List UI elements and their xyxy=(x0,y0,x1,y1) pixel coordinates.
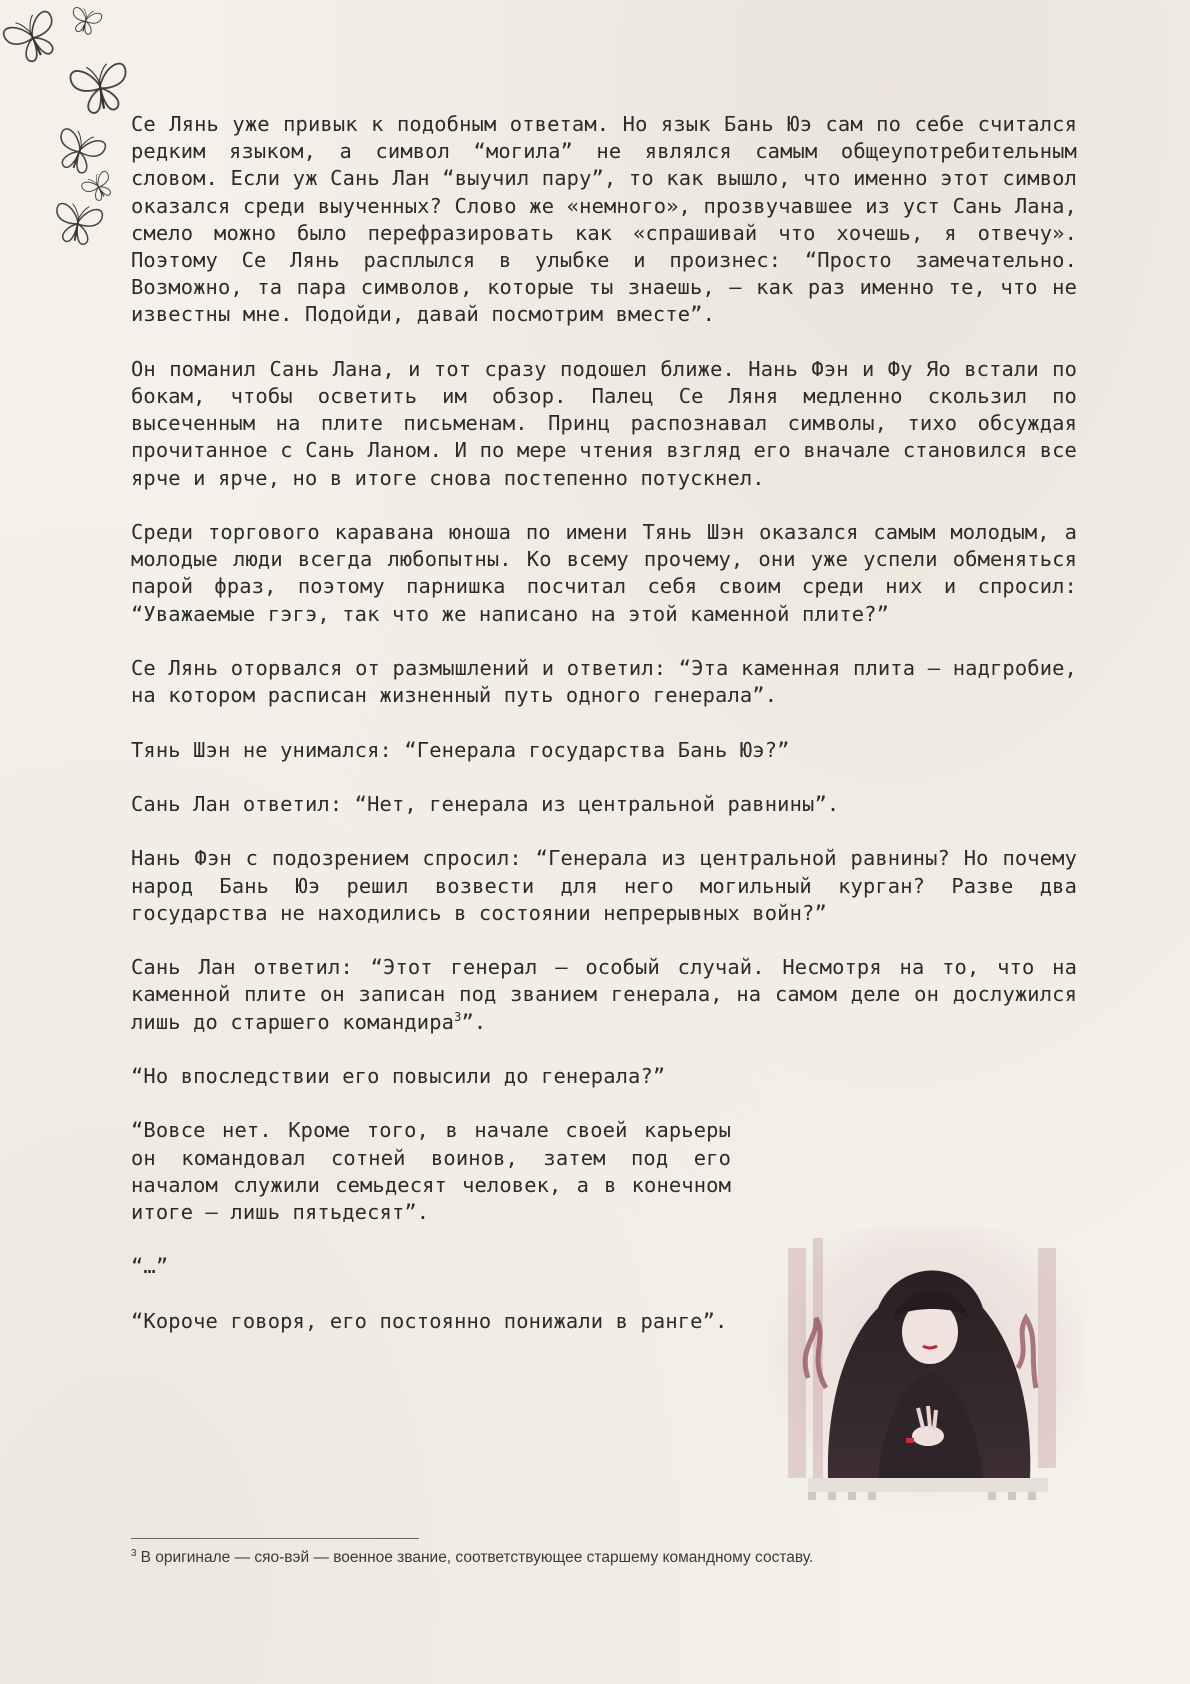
butterfly-icon xyxy=(1,8,65,68)
paragraph-with-footnote xyxy=(131,954,1077,1036)
paragraph: “…” xyxy=(131,1254,169,1279)
paragraph: Тянь Шэн не унимался: “Генерала государства Бань Юэ?” xyxy=(131,737,790,762)
illustration-veiled-figure xyxy=(768,1228,1086,1514)
paragraph: Он поманил Сань Лана, и тот сразу подошел ближе. Нань Фэн и Фу Яо встали по бокам, чтобы осветить им обзор. Палец Се Ляня медленно скользил по высеченным на плите письменам. Принц распознавал символы, тихо обсуждая прочитанное с Сань Ланом. И по мере чтения взгляд его вначале становился все ярче и ярче, но в итоге снова постепенно потускнел. xyxy=(131,356,1077,490)
butterfly-decoration xyxy=(0,0,150,260)
paragraph-text-end: ”. xyxy=(461,1009,487,1034)
paragraph: “Вовсе нет. Кроме того, в начале своей карьеры он командовал сотней воинов, затем под его началом служили семьдесят человек, а в конечном итоге — лишь пятьдесят”. xyxy=(131,1118,731,1224)
footnote-reference[interactable]: 3 xyxy=(454,1009,462,1024)
paragraph: Среди торгового каравана юноша по имени Тянь Шэн оказался самым молодым, а молодые люди всегда любопытны. Ко всему прочему, они уже успели обменяться парой фраз, поэтому парнишка посчитал себя своим среди них и спросил: “Уважаемые гэгэ, так что же написано на этой каменной плите?” xyxy=(131,520,1077,626)
butterfly-icon xyxy=(51,126,107,178)
footnote-number: 3 xyxy=(131,1548,137,1559)
footnote-divider xyxy=(131,1538,419,1539)
butterfly-icon xyxy=(69,6,103,37)
paragraph: Сань Лан ответил: “Нет, генерала из центральной равнины”. xyxy=(131,792,840,816)
butterfly-icon xyxy=(52,201,104,247)
paragraph: “Короче говоря, его постоянно понижали в ранге”. xyxy=(131,1308,728,1333)
paragraph-text: Сань Лан ответил: “Этот генерал — особый случай. Несмотря на то, что на каменной плите он записан под званием генерала, на самом деле он дослужился лишь до старшего командира xyxy=(131,955,1077,1034)
footnote xyxy=(131,1548,1091,1567)
butterfly-icon xyxy=(69,61,132,116)
paragraph: “Но впоследствии его повысили до генерала?” xyxy=(131,1063,666,1088)
paragraph: Се Лянь оторвался от размышлений и ответил: “Эта каменная плита — надгробие, на котором расписан жизненный путь одного генерала”. xyxy=(131,656,1077,708)
footnote-text: В оригинале — сяо-вэй — военное звание, соответствующее старшему командному составу. xyxy=(140,1549,814,1567)
main-text xyxy=(131,111,1077,1362)
butterfly-icon xyxy=(80,169,117,204)
paragraph: Се Лянь уже привык к подобным ответам. Но язык Бань Юэ сам по себе считался редким языком, а символ “могила” не являлся самым общеупотребительным словом. Если уж Сань Лан “выучил пару”, то как вышло, что именно этот символ оказался среди выученных? Слово же «немного», прозвучавшее из уст Сань Лана, смело можно было перефразировать как «спрашивай что хочешь, я отвечу». Поэтому Се Лянь расплылся в улыбке и произнес: “Просто замечательно. Возможно, та пара символов, которые ты знаешь, — как раз именно те, что не известны мне. Подойди, давай посмотрим вместе”. xyxy=(131,112,1077,327)
paragraph: Нань Фэн с подозрением спросил: “Генерала из центральной равнины? Но почему народ Бань Юэ решил возвести для него могильный курган? Разве два государства не находились в состоянии непрерывных войн?” xyxy=(131,846,1077,925)
